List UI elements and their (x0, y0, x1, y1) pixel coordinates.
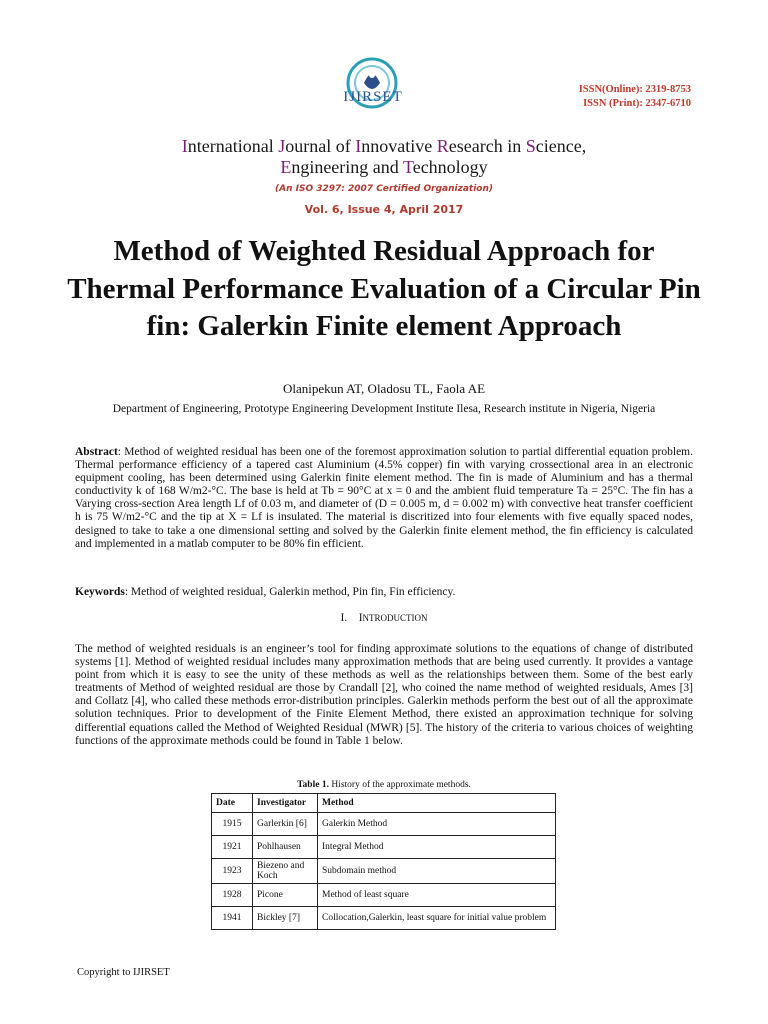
table-cell-method: Collocation,Galerkin, least square for initial value problem (318, 907, 556, 930)
table-header-row (212, 794, 556, 813)
copyright-footer: Copyright to IJIRSET (77, 967, 170, 978)
paper-title: Method of Weighted Residual Approach for Thermal Performance Evaluation of a Circular Pin fin: Galerkin Finite element Approach (67, 235, 701, 342)
section-heading-introduction (0, 612, 768, 624)
issn-print: ISSN (Print): 2347-6710 (583, 98, 691, 109)
table-cell-date: 1923 (212, 859, 253, 884)
abstract-text: Method of weighted residual has been one of the foremost approximation solution to partial differential equation problem. Thermal performance efficiency of a tapered cast Aluminium (4.5% copper) fin with varying crossectional area in an electronic equipment cooling, has been determined using Galerkin finite element method. The fin is made of Aluminium and has a thermal conductivity k of 168 W/m2-°C. The base is held at Tb = 90°C at x = 0 and the ambient fluid temperature Ta = 25°C. The fin has a Varying cross-section Area length Lf of 0.03 m, and diameter of (D = 0.005 m, d = 0.002 m) with convective heat transfer coefficient h is 75 W/m2-°C and the tip at X = Lf is insulated. The material is discritized into four elements with five equally spaced nodes, designed to take to take a one dimensional setting and solved by the Galerkin finite element method, the fin efficiency is calculated and implemented in a matlab computer to be 80% fin efficient. (75, 446, 693, 550)
table-header-method: Method (318, 794, 556, 813)
volume-issue: Vol. 6, Issue 4, April 2017 (304, 203, 464, 216)
affiliation: Department of Engineering, Prototype Engineering Development Institute Ilesa, Research institute in Nigeria, Nigeria (112, 403, 656, 415)
logo-text: IJIRSET (343, 89, 403, 105)
section-title-rest: NTRODUCTION (362, 613, 428, 623)
ijirset-logo-icon (332, 55, 412, 121)
table-cell-date: 1941 (212, 907, 253, 930)
abstract: Abstract: Method of weighted residual has been one of the foremost approximation solution to partial differential equation problem. Thermal performance efficiency of a tapered cast Aluminium (4.5% copper) fin with varying crossectional area in an electronic equipment cooling, has been determined using Galerkin finite element method. The fin is made of Aluminium and has a thermal conductivity k of 168 W/m2-°C. The base is held at Tb = 90°C at x = 0 and the ambient fluid temperature Ta = 25°C. The fin has a Varying cross-section Area length Lf of 0.03 m, and diameter of (D = 0.005 m, d = 0.002 m) with convective heat transfer coefficient h is 75 W/m2-°C and the tip at X = Lf is insulated. The material is discritized into four elements with five equally spaced nodes, designed to take to take a one dimensional setting and solved by the Galerkin finite element method, the fin efficiency is calculated and implemented in a matlab computer to be 80% fin efficient. (75, 446, 693, 550)
table-row (212, 813, 556, 836)
table-caption-label: Table 1. (297, 780, 329, 790)
table-cell-date: 1921 (212, 836, 253, 859)
table-cell-investigator: Picone (253, 884, 318, 907)
iso-note: (An ISO 3297: 2007 Certified Organization) (275, 184, 493, 194)
table-cell-investigator: Pohlhausen (253, 836, 318, 859)
issn-block (579, 83, 691, 111)
table-caption (0, 780, 768, 790)
keywords-label: Keywords (75, 586, 125, 598)
table-cell-method: Subdomain method (318, 859, 556, 884)
table-row (212, 859, 556, 884)
table-row (212, 884, 556, 907)
abstract-label: Abstract (75, 446, 118, 458)
table-header-date: Date (212, 794, 253, 813)
history-table (211, 793, 556, 930)
table-header-investigator: Investigator (253, 794, 318, 813)
table-cell-date: 1915 (212, 813, 253, 836)
table-cell-date: 1928 (212, 884, 253, 907)
table-cell-method: Integral Method (318, 836, 556, 859)
table-cell-investigator: Biezeno and Koch (253, 859, 318, 884)
keywords-text: Method of weighted residual, Galerkin method, Pin fin, Fin efficiency. (130, 586, 456, 598)
table-cell-investigator: Bickley [7] (253, 907, 318, 930)
introduction-text: The method of weighted residuals is an engineer’s tool for finding approximate solutions to the equations of change of distributed systems [1]. Method of weighted residual includes many approximation methods that are being used currently. It provides a vantage point from which it is easy to see the unity of these methods as well as the relationships between them. Some of the best early treatments of Method of weighted residual are those by Crandall [2], who coined the name method of weighted residuals, Ames [3] and Collatz [4], who called these methods error-distribution principles. Galerkin methods perform the best out of all the approximate solution techniques. Prior to development of the Finite Element Method, there existed an approximation technique for solving differential equations called the Method of Weighted Residual (MWR) [5]. The history of the criteria to various choices of weighting functions of the approximate methods could be found in Table 1 below. (75, 643, 693, 747)
journal-title-line2: Engineering and Technology (280, 157, 488, 177)
table-cell-method: Galerkin Method (318, 813, 556, 836)
section-number: I. (340, 612, 348, 624)
table-row (212, 907, 556, 930)
section-title-initial: I (358, 612, 363, 624)
table-cell-investigator: Garlerkin [6] (253, 813, 318, 836)
table-caption-text: History of the approximate methods. (331, 780, 471, 790)
authors: Olanipekun AT, Oladosu TL, Faola AE (282, 381, 486, 396)
issn-online: ISSN(Online): 2319-8753 (578, 84, 691, 95)
keywords: Keywords: Method of weighted residual, Galerkin method, Pin fin, Fin efficiency. (75, 586, 456, 598)
journal-title-line1: International Journal of Innovative Research in Science, (181, 136, 587, 156)
table-cell-method: Method of least square (318, 884, 556, 907)
journal-title (60, 136, 708, 178)
table-row (212, 836, 556, 859)
